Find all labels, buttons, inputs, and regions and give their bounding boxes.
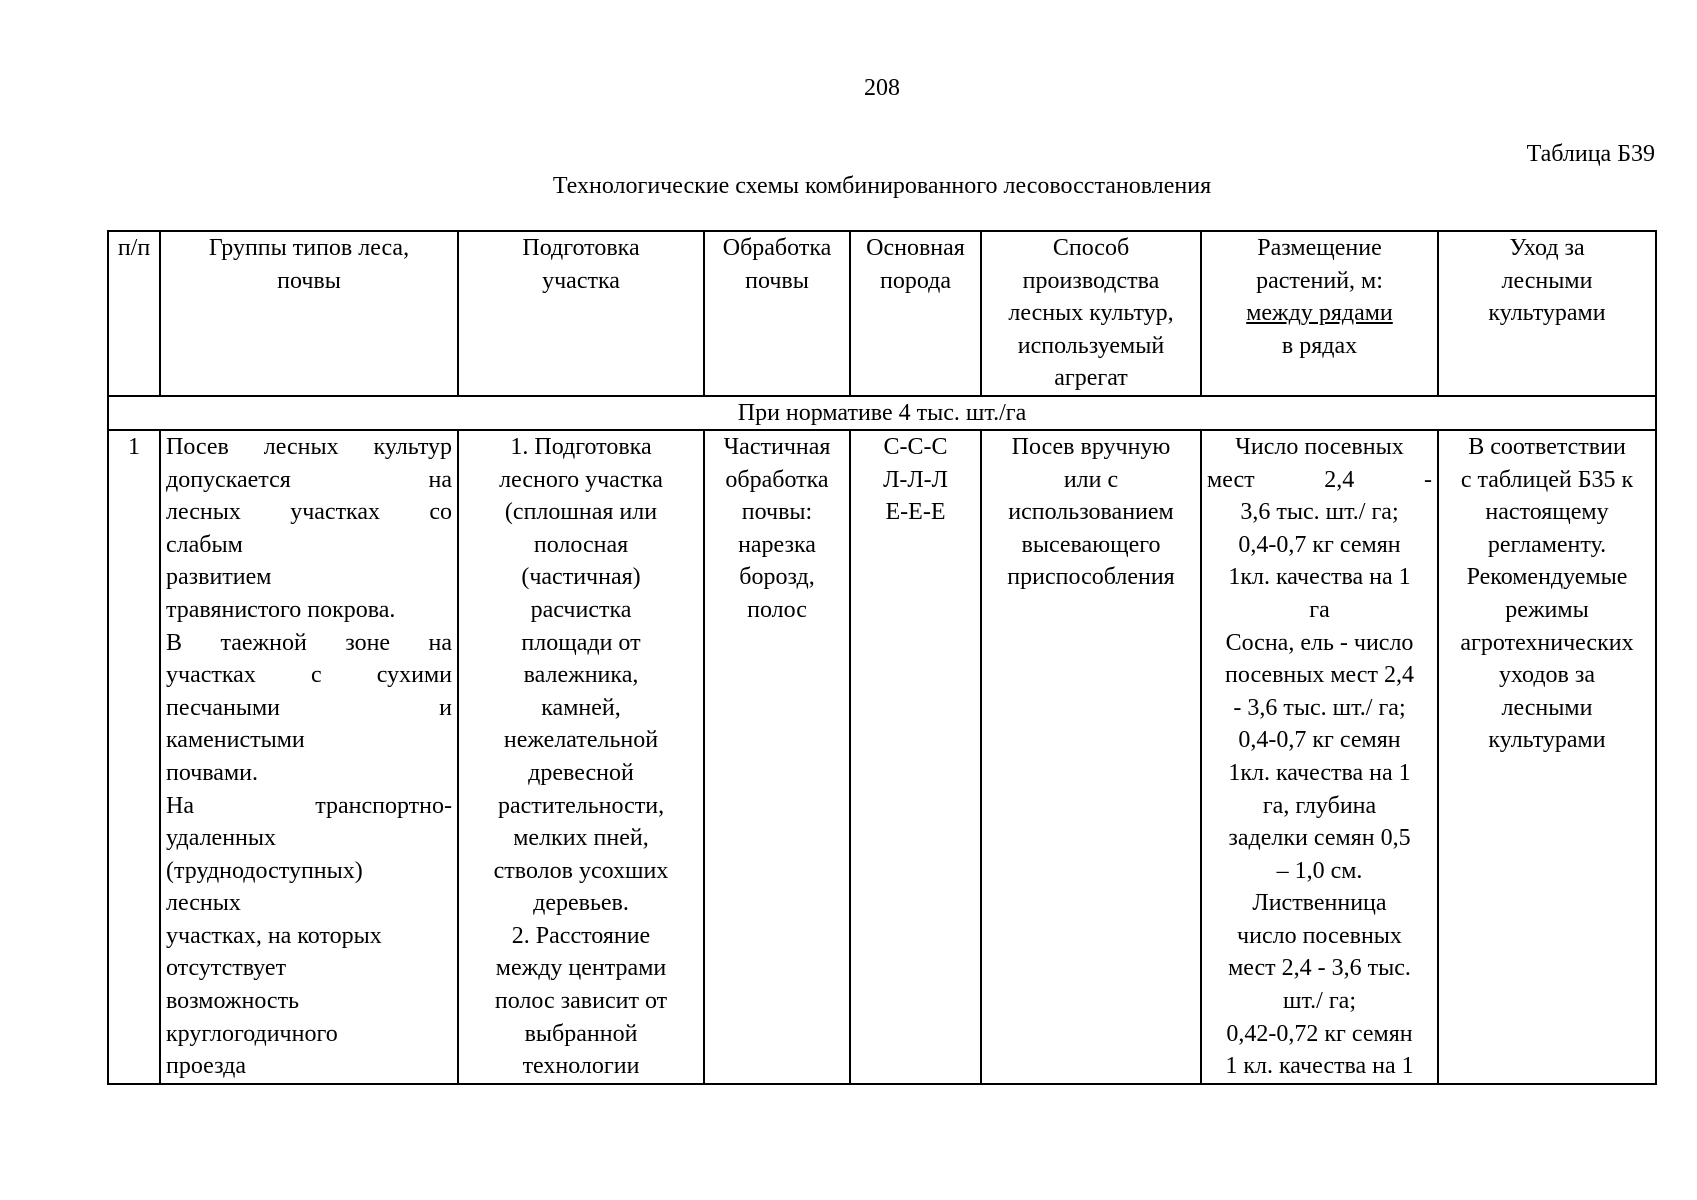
cell-line: посевных мест 2,4 [1225, 662, 1414, 689]
table-title: Технологические схемы комбинированного лесовосстановления [552, 173, 1212, 199]
cell-line: мест 2,4 - 3,6 тыс. [1228, 955, 1411, 982]
cell-line: участка [542, 267, 620, 294]
cell-line: мест 2,4 - [1207, 466, 1432, 493]
cell-line: п/п [117, 235, 151, 261]
cell-line: круглогодичного [166, 1020, 338, 1047]
cell-line: В таежной зоне на [166, 629, 452, 656]
header-forest-types [160, 231, 458, 396]
header-preparation [458, 231, 704, 396]
cell-line: древесной [528, 759, 634, 786]
cell-line: Е-Е-Е [885, 499, 946, 526]
cell-line: удаленных [166, 825, 277, 852]
cell-line: 1кл. качества на 1 [1228, 564, 1411, 591]
cell-line: (труднодоступных) [166, 857, 363, 884]
cell-line: культурами [1488, 727, 1606, 754]
cell-line: Способ [1052, 235, 1130, 261]
cell-soil-treatment [704, 430, 850, 1084]
cell-line: 0,42-0,72 кг семян [1226, 1020, 1413, 1047]
cell-line: Группы типов леса, [208, 235, 410, 261]
cell-line: (сплошная или [504, 499, 658, 526]
cell-line: полос зависит от [494, 988, 668, 1015]
cell-method [981, 430, 1201, 1084]
cell-line: агрегат [1054, 365, 1128, 392]
cell-forest-types [160, 430, 458, 1084]
cell-line: проезда [166, 1053, 246, 1080]
cell-line: лесных участках со [166, 499, 452, 526]
cell-line: между центрами [495, 955, 667, 982]
cell-line: лесных [166, 890, 241, 917]
cell-line: В соответствии [1468, 433, 1626, 460]
cell-line: лесных культур, [1008, 300, 1174, 327]
cell-line: На транспортно- [166, 792, 452, 819]
header-placement [1201, 231, 1438, 396]
cell-preparation [458, 430, 704, 1084]
cell-line: почвы [277, 267, 341, 294]
cell-line: развитием [166, 564, 272, 591]
header-num [108, 231, 160, 396]
cell-line: используемый [1017, 332, 1165, 359]
cell-line: мелких пней, [513, 825, 649, 852]
cell-line: обработка [725, 466, 829, 493]
cell-line: 1. Подготовка [510, 433, 652, 460]
cell-line: лесными [1501, 267, 1593, 294]
cell-line: производства [1022, 267, 1160, 294]
cell-line: С-С-С [883, 433, 948, 460]
cell-line: полос [747, 596, 807, 623]
cell-line: допускается на [166, 466, 452, 493]
cell-line: Обработка [722, 235, 832, 261]
cell-line: камней, [541, 694, 621, 721]
cell-line: 0,4-0,7 кг семян [1238, 531, 1401, 558]
header-method [981, 231, 1201, 396]
cell-line: Посев вручную [1011, 433, 1171, 460]
cell-line: заделки семян 0,5 [1228, 825, 1411, 852]
cell-line: 3,6 тыс. шт./ га; [1240, 499, 1399, 526]
cell-line: га, глубина [1262, 792, 1377, 819]
cell-line: слабым [166, 531, 243, 558]
cell-line: полосная [533, 531, 629, 558]
cell-line: нежелательной [503, 727, 659, 754]
cell-line: режимы [1505, 596, 1589, 623]
cell-line: расчистка [530, 596, 632, 623]
cell-line: агротехнических [1460, 629, 1634, 656]
cell-line: 2. Расстояние [511, 922, 651, 949]
cell-line: Посев лесных культур [166, 433, 452, 460]
cell-line: каменистыми [166, 727, 305, 754]
header-main-species [850, 231, 981, 396]
cell-line: или с [1063, 466, 1119, 493]
header-care [1438, 231, 1656, 396]
cell-line: травянистого покрова. [166, 596, 396, 623]
cell-line: деревьев. [533, 890, 629, 917]
cell-line: технологии [522, 1053, 640, 1080]
cell-line: - 3,6 тыс. шт./ га; [1233, 694, 1406, 721]
table-row [108, 430, 1656, 1084]
cell-line: участках с сухими [166, 662, 452, 689]
cell-line: участках, на которых [166, 922, 382, 949]
table-label: Таблица Б39 [1526, 141, 1655, 167]
cell-line: (частичная) [521, 564, 641, 591]
cell-line: Подготовка [522, 235, 640, 261]
cell-line: растений, м: [1256, 267, 1383, 294]
cell-line: уходов за [1498, 662, 1596, 689]
cell-line: нарезка [738, 531, 816, 558]
table-header-row [108, 231, 1656, 396]
cell-line: – 1,0 см. [1276, 857, 1363, 884]
cell-line: Число посевных [1235, 433, 1404, 460]
cell-line: культурами [1488, 300, 1606, 327]
cell-line: приспособления [1007, 564, 1175, 591]
forest-restoration-table [107, 230, 1657, 1085]
cell-line: порода [879, 267, 951, 294]
cell-line: площади от [521, 629, 641, 656]
cell-line: почвы: [741, 499, 813, 526]
page-number: 208 [864, 75, 900, 101]
cell-line: настоящему [1485, 499, 1609, 526]
cell-line: Частичная [723, 433, 831, 460]
cell-line: Размещение [1257, 235, 1382, 261]
cell-line: лесного участка [499, 466, 663, 493]
cell-line: между рядами [1246, 300, 1393, 327]
group-row [108, 396, 1656, 430]
cell-line: Уход за [1509, 235, 1585, 261]
cell-line: лесными [1501, 694, 1593, 721]
cell-line: возможность [166, 988, 300, 1015]
cell-line: 1 кл. качества на 1 [1225, 1053, 1414, 1080]
cell-line: Рекомендуемые [1466, 564, 1628, 591]
cell-line: стволов усохших [493, 857, 669, 884]
group-row-label: При нормативе 4 тыс. шт./га [108, 396, 1656, 430]
cell-line: почвы [745, 267, 809, 294]
cell-line: Л-Л-Л [883, 466, 948, 493]
cell-line: использованием [1008, 499, 1174, 526]
cell-line: 0,4-0,7 кг семян [1238, 727, 1401, 754]
cell-line: в рядах [1281, 332, 1358, 359]
cell-line: выбранной [524, 1020, 638, 1047]
header-soil-treatment [704, 231, 850, 396]
cell-line: растительности, [497, 792, 665, 819]
cell-line: число посевных [1237, 922, 1402, 949]
cell-main-species [850, 430, 981, 1084]
cell-line: Сосна, ель - число [1225, 629, 1414, 656]
cell-line: регламенту. [1487, 531, 1607, 558]
cell-line: Лиственница [1252, 890, 1387, 917]
cell-line: борозд, [739, 564, 815, 591]
cell-line: шт./ га; [1283, 988, 1356, 1015]
cell-line: песчаными и [166, 694, 452, 721]
cell-line: 1кл. качества на 1 [1228, 759, 1411, 786]
cell-placement [1201, 430, 1438, 1084]
cell-line: валежника, [523, 662, 639, 689]
cell-line: га [1309, 596, 1330, 623]
cell-line: отсутствует [166, 955, 287, 982]
cell-line: высевающего [1021, 531, 1161, 558]
row-num: 1 [108, 430, 160, 1084]
cell-line: почвами. [166, 759, 258, 786]
cell-line: Основная [866, 235, 965, 261]
cell-care [1438, 430, 1656, 1084]
cell-line: с таблицей Б35 к [1460, 466, 1634, 493]
